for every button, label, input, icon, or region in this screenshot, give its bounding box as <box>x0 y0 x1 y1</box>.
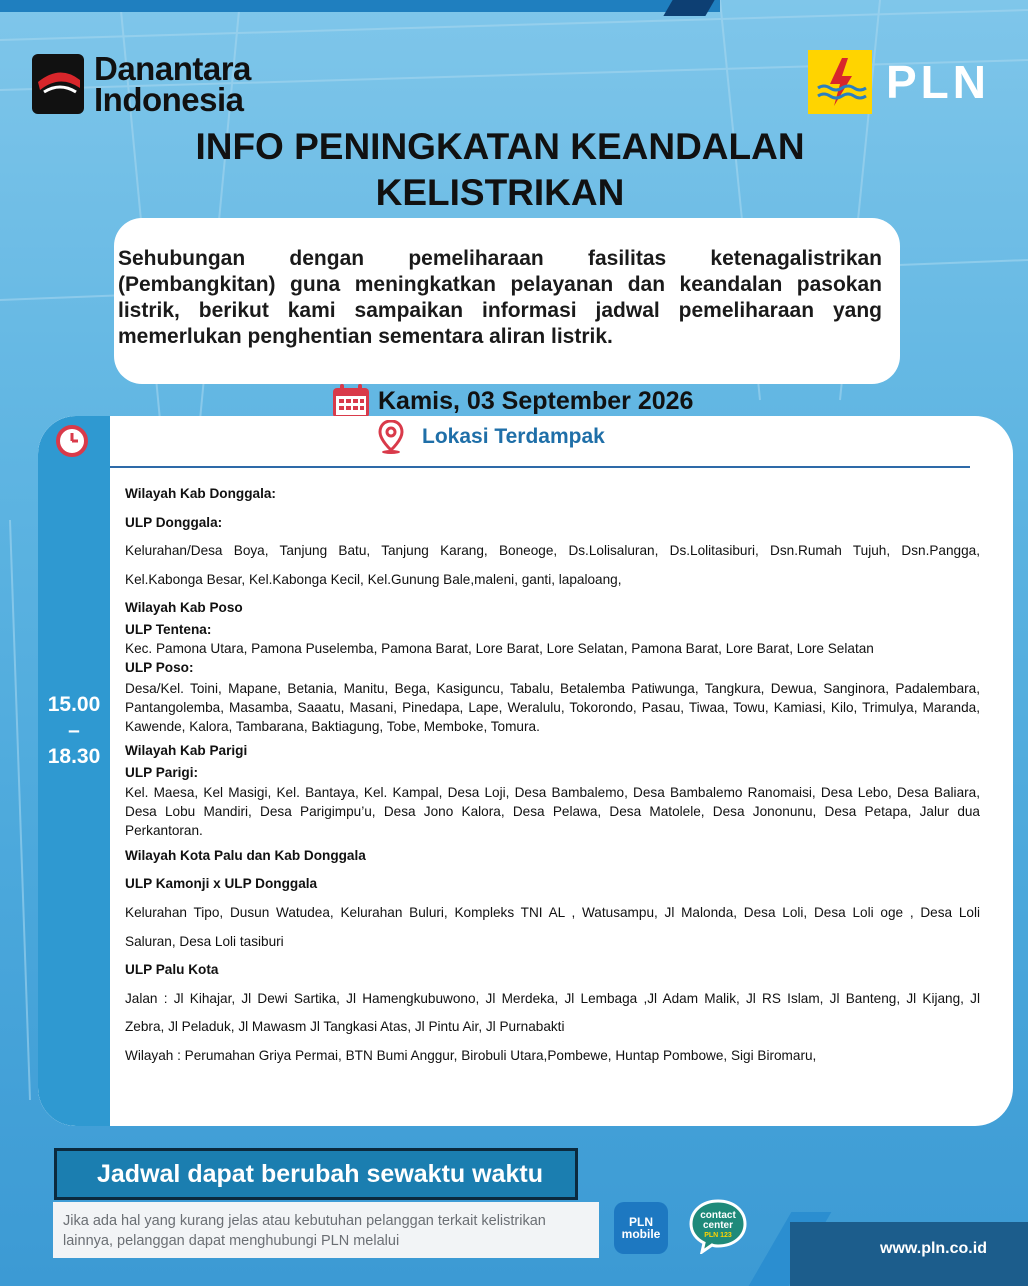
region-heading: Wilayah Kab Parigi <box>125 743 248 758</box>
pln-mark-icon <box>808 50 872 114</box>
intro-text: Sehubungan dengan pemeliharaan fasilitas ketenagalistrikan (Pembangkitan) guna meningkatkan pelayanan dan keandalan pasokan listrik, berikut kami sampaikan informasi jadwal pemeliharaan yang memerlukan penghentian sementara aliran listrik. <box>118 247 882 348</box>
divider <box>110 466 970 468</box>
danantara-line2: Indonesia <box>94 81 244 118</box>
region-heading: Wilayah Kota Palu dan Kab Donggala <box>125 848 366 863</box>
area-list: Kel.Kabonga Besar, Kel.Kabonga Kecil, Kel.Gunung Bale,maleni, ganti, lapaloang, <box>125 572 622 587</box>
pln-mobile-line2: mobile <box>621 1227 661 1241</box>
time-start: 15.00 <box>47 693 101 716</box>
region-heading: Wilayah Kab Donggala: <box>125 486 276 501</box>
time-separator: – <box>68 719 80 742</box>
time-range <box>38 692 110 770</box>
danantara-mark-icon <box>30 52 86 116</box>
top-stripe <box>0 0 720 12</box>
pln-logo <box>808 50 990 114</box>
website-link[interactable]: www.pln.co.id <box>880 1240 987 1257</box>
location-heading-text: Lokasi Terdampak <box>422 425 605 448</box>
area-list: Kec. Pamona Utara, Pamona Puselemba, Pamona Barat, Lore Barat, Lore Selatan, Pamona Barat, Lore Barat, Lore Selatan <box>125 641 874 656</box>
date-row <box>332 383 693 419</box>
schedule-card <box>38 416 1013 1126</box>
ulp-heading: ULP Palu Kota <box>125 962 219 977</box>
title-line2: KELISTRIKAN <box>375 172 625 213</box>
pln-wordmark: PLN <box>886 56 990 108</box>
top-stripe-accent <box>663 0 714 16</box>
location-heading <box>378 420 605 454</box>
pln-mobile-line1: PLN <box>629 1215 653 1229</box>
ulp-heading: ULP Donggala: <box>125 515 223 530</box>
intro-card <box>114 218 900 384</box>
contact-line3: PLN 123 <box>704 1232 732 1239</box>
page-title <box>100 124 900 216</box>
area-list: Jalan : Jl Kihajar, Jl Dewi Sartika, Jl Hamengkubuwono, Jl Merdeka, Jl Lembaga ,Jl Adam Malik, Jl RS Islam, Jl Banteng, Jl Kijang, Jl <box>125 991 980 1006</box>
region-heading: Wilayah Kab Poso <box>125 600 243 615</box>
area-list: Kel. Maesa, Kel Masigi, Kel. Bantaya, Kel. Kampal, Desa Loji, Desa Bambalemo, Desa Bambalemo Ranomaisi, Desa Lebo, Desa Baliara, Desa Lobu Mandiri, Desa Parigimpu’u, Desa Jono Kalora, Desa Pelawa, Desa Matolele, Desa Jononunu, Desa Petapa, Jalur dua Perkantoran. <box>125 785 980 838</box>
area-list: Kelurahan Tipo, Dusun Watudea, Kelurahan Buluri, Kompleks TNI AL , Watusampu, Jl Malonda, Desa Loli, Desa Loli oge , Desa Loli <box>125 905 980 920</box>
contact-line2: center <box>702 1220 734 1231</box>
contact-line1: contact <box>700 1210 736 1221</box>
calendar-icon <box>332 383 370 419</box>
schedule-date: Kamis, 03 September 2026 <box>378 386 694 415</box>
area-list: Zebra, Jl Peladuk, Jl Mawasm Jl Tangkasi Atas, Jl Pintu Air, Jl Purnabakti <box>125 1019 565 1034</box>
location-pin-icon <box>378 420 404 454</box>
danantara-line1: Danantara <box>94 50 251 87</box>
pln-mobile-app-button[interactable] <box>614 1202 668 1254</box>
area-list: Kelurahan/Desa Boya, Tanjung Batu, Tanjung Karang, Boneoge, Ds.Lolisaluran, Ds.Lolitasiburi, Dsn.Rumah Tujuh, Dsn.Pangga, <box>125 543 980 558</box>
ulp-heading: ULP Tentena: <box>125 622 212 637</box>
clock-icon <box>55 424 89 458</box>
ulp-heading: ULP Poso: <box>125 660 194 675</box>
title-line1: INFO PENINGKATAN KEANDALAN <box>195 126 805 167</box>
area-list: Wilayah : Perumahan Griya Permai, BTN Bumi Anggur, Birobuli Utara,Pombewe, Huntap Pombowe, Sigi Biromaru, <box>125 1048 817 1063</box>
contact-center-icon[interactable] <box>688 1198 748 1254</box>
contact-note: Jika ada hal yang kurang jelas atau kebutuhan pelanggan terkait kelistrikan lainnya, pelanggan dapat menghubungi PLN melalui <box>53 1202 599 1258</box>
ulp-heading: ULP Kamonji x ULP Donggala <box>125 876 318 891</box>
area-list: Saluran, Desa Loli tasiburi <box>125 934 284 949</box>
time-column <box>38 416 110 1126</box>
schedule-change-banner: Jadwal dapat berubah sewaktu waktu <box>54 1148 578 1200</box>
ulp-heading: ULP Parigi: <box>125 765 199 780</box>
time-end: 18.30 <box>47 745 101 768</box>
area-list: Desa/Kel. Toini, Mapane, Betania, Manitu, Bega, Kasiguncu, Tabalu, Betalemba Patiwunga, Tangkura, Dewua, Sanginora, Padalembara, Pantangolemba, Masamba, Saaatu, Masani, Pinedapa, Lape, Weralulu, Tokorondo, Pasau, Tiwaa, Towu, Kamiasi, Kilo, Trimulya, Maranda, Kawende, Kalora, Tambarana, Baktiagung, Tobe, Memboke, Tomura. <box>125 681 980 734</box>
danantara-logo <box>30 52 251 116</box>
